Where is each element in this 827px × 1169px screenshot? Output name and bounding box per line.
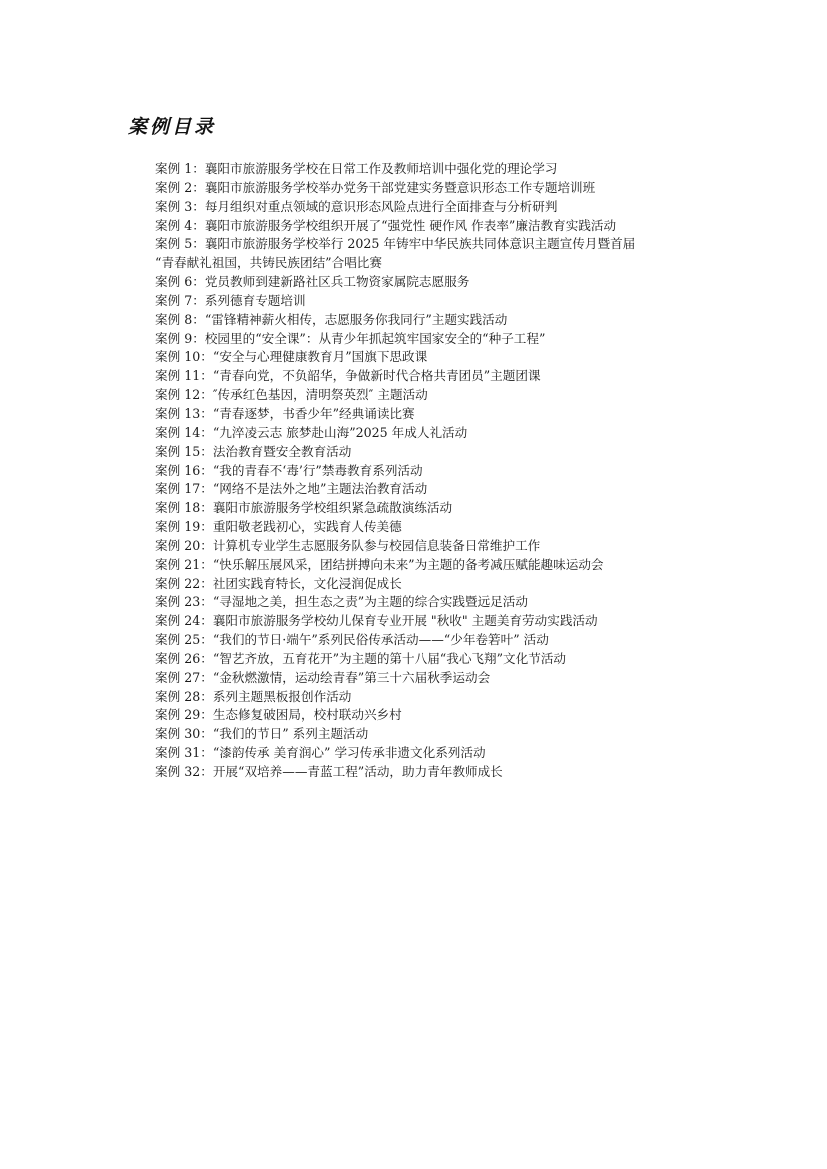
case-item — [155, 612, 715, 631]
case-title: “金秋燃激情，运动绘青春”第三十六届秋季运动会 — [212, 669, 491, 685]
case-number: 案例 19： — [155, 519, 213, 535]
case-title: 社团实践育特长，文化浸润促成长 — [212, 575, 402, 591]
case-item — [155, 499, 715, 518]
case-title: “青春向党，不负韶华，争做新时代合格共青团员”主题团课 — [212, 368, 541, 384]
case-number: 案例 31： — [155, 745, 213, 761]
case-item — [155, 292, 715, 311]
case-title: “我们的节日” 系列主题活动 — [212, 726, 369, 742]
case-number: 案例 14： — [155, 424, 213, 440]
case-title: 开展“双培养——青蓝工程”活动，助力青年教师成长 — [212, 764, 503, 779]
case-item — [155, 650, 715, 669]
case-item — [155, 424, 715, 443]
case-number: 案例 23： — [155, 594, 213, 610]
case-number: 案例 32： — [155, 764, 213, 779]
case-title: “快乐解压展风采，团结拼搏向未来”为主题的备考减压赋能趣味运动会 — [212, 556, 604, 572]
case-number: 案例 21： — [155, 556, 213, 572]
case-item — [155, 235, 715, 273]
case-number: 案例 4： — [155, 217, 205, 233]
case-title: 生态修复破困局，校村联动兴乡村 — [212, 707, 402, 723]
case-title: “我的青春不‘毒’行”禁毒教育系列活动 — [212, 462, 423, 478]
case-number: 案例 25： — [155, 632, 213, 648]
case-number: 案例 6： — [155, 274, 205, 290]
case-title: ″传承红色基因，清明祭英烈″ 主题活动 — [212, 387, 428, 403]
case-item — [155, 556, 715, 575]
case-number: 案例 16： — [155, 462, 213, 478]
case-item — [155, 217, 715, 236]
case-title: 法治教育暨安全教育活动 — [212, 443, 352, 459]
case-title: 系列主题黑板报创作活动 — [212, 688, 352, 704]
case-number: 案例 8： — [155, 311, 205, 327]
case-item — [155, 518, 715, 537]
case-item — [155, 462, 715, 481]
case-item — [155, 348, 715, 367]
case-title: “安全与心理健康教育月”国旗下思政课 — [212, 349, 428, 365]
case-item — [155, 725, 715, 744]
case-number: 案例 30： — [155, 726, 213, 742]
case-number: 案例 20： — [155, 537, 213, 553]
case-title: “寻湿地之美，担生态之责”为主题的综合实践暨远足活动 — [212, 594, 528, 610]
case-item — [155, 575, 715, 594]
case-number: 案例 24： — [155, 613, 213, 629]
case-title: 襄阳市旅游服务学校组织开展了“强党性 硬作风 作表率”廉洁教育实践活动 — [204, 217, 617, 233]
case-number: 案例 12： — [155, 387, 213, 403]
case-item — [155, 443, 715, 462]
case-item — [155, 744, 715, 763]
case-number: 案例 17： — [155, 481, 213, 497]
case-item — [155, 763, 715, 782]
case-item — [155, 706, 715, 725]
case-title: 每月组织对重点领域的意识形态风险点进行全面排查与分析研判 — [204, 198, 558, 214]
case-item — [155, 311, 715, 330]
case-number: 案例 28： — [155, 688, 213, 704]
case-item — [155, 367, 715, 386]
case-item — [155, 537, 715, 556]
case-title: “漆韵传承 美育润心” 学习传承非遗文化系列活动 — [212, 745, 486, 761]
case-number: 案例 13： — [155, 405, 213, 421]
case-item — [155, 480, 715, 499]
case-title: “我们的节日·端午”系列民俗传承活动——“少年卷箬叶” 活动 — [212, 632, 549, 648]
case-number: 案例 18： — [155, 500, 213, 516]
case-number: 案例 7： — [155, 292, 205, 308]
case-number: 案例 5： — [155, 236, 205, 252]
case-title: 襄阳市旅游服务学校幼儿保育专业开展 "秋收" 主题美育劳动实践活动 — [212, 613, 598, 629]
case-title: “青春逐梦，书香少年”经典诵读比赛 — [212, 405, 415, 421]
case-title: 党员教师到建新路社区兵工物资家属院志愿服务 — [204, 274, 470, 290]
case-title: “雷锋精神薪火相传，志愿服务你我同行”主题实践活动 — [204, 311, 508, 327]
case-title: 襄阳市旅游服务学校组织紧急疏散演练活动 — [212, 500, 453, 516]
case-number: 案例 9： — [155, 330, 205, 346]
case-number: 案例 2： — [155, 179, 205, 195]
case-number: 案例 26： — [155, 650, 213, 666]
case-number: 案例 15： — [155, 443, 213, 459]
case-number: 案例 3： — [155, 198, 205, 214]
case-list — [155, 160, 715, 782]
case-item — [155, 688, 715, 707]
case-item — [155, 593, 715, 612]
case-item — [155, 386, 715, 405]
case-title: 重阳敬老践初心，实践育人传美德 — [212, 519, 402, 535]
case-title: 计算机专业学生志愿服务队参与校园信息装备日常维护工作 — [212, 537, 541, 553]
case-number: 案例 10： — [155, 349, 213, 365]
case-title: 襄阳市旅游服务学校举办党务干部党建实务暨意识形态工作专题培训班 — [204, 179, 596, 195]
case-title: “九淬凌云志 旅梦赴山海”2025 年成人礼活动 — [212, 424, 468, 440]
case-title: “智艺齐放，五育花开”为主题的第十八届“我心飞翔”文化节活动 — [212, 650, 567, 666]
case-item — [155, 631, 715, 650]
case-item — [155, 198, 715, 217]
case-number: 案例 1： — [155, 161, 205, 176]
case-number: 案例 27： — [155, 669, 213, 685]
case-number: 案例 22： — [155, 575, 213, 591]
case-title: “网络不是法外之地”主题法治教育活动 — [212, 481, 428, 497]
case-number: 案例 29： — [155, 707, 213, 723]
case-item — [155, 179, 715, 198]
page-title: 案例目录 — [128, 116, 217, 138]
case-title: 襄阳市旅游服务学校举行 2025 年铸牢中华民族共同体意识主题宣传月暨首届 — [204, 236, 636, 252]
case-item — [155, 160, 715, 179]
case-item — [155, 669, 715, 688]
case-title-continuation: “青春献礼祖国，共铸民族团结”合唱比赛 — [155, 255, 382, 271]
case-title: 系列德育专题培训 — [204, 292, 306, 308]
case-number: 案例 11： — [155, 368, 213, 384]
case-item — [155, 273, 715, 292]
case-item — [155, 405, 715, 424]
case-title: 襄阳市旅游服务学校在日常工作及教师培训中强化党的理论学习 — [204, 161, 558, 176]
case-title: 校园里的“安全课”：从青少年抓起筑牢国家安全的“种子工程” — [204, 330, 546, 346]
case-item — [155, 330, 715, 349]
